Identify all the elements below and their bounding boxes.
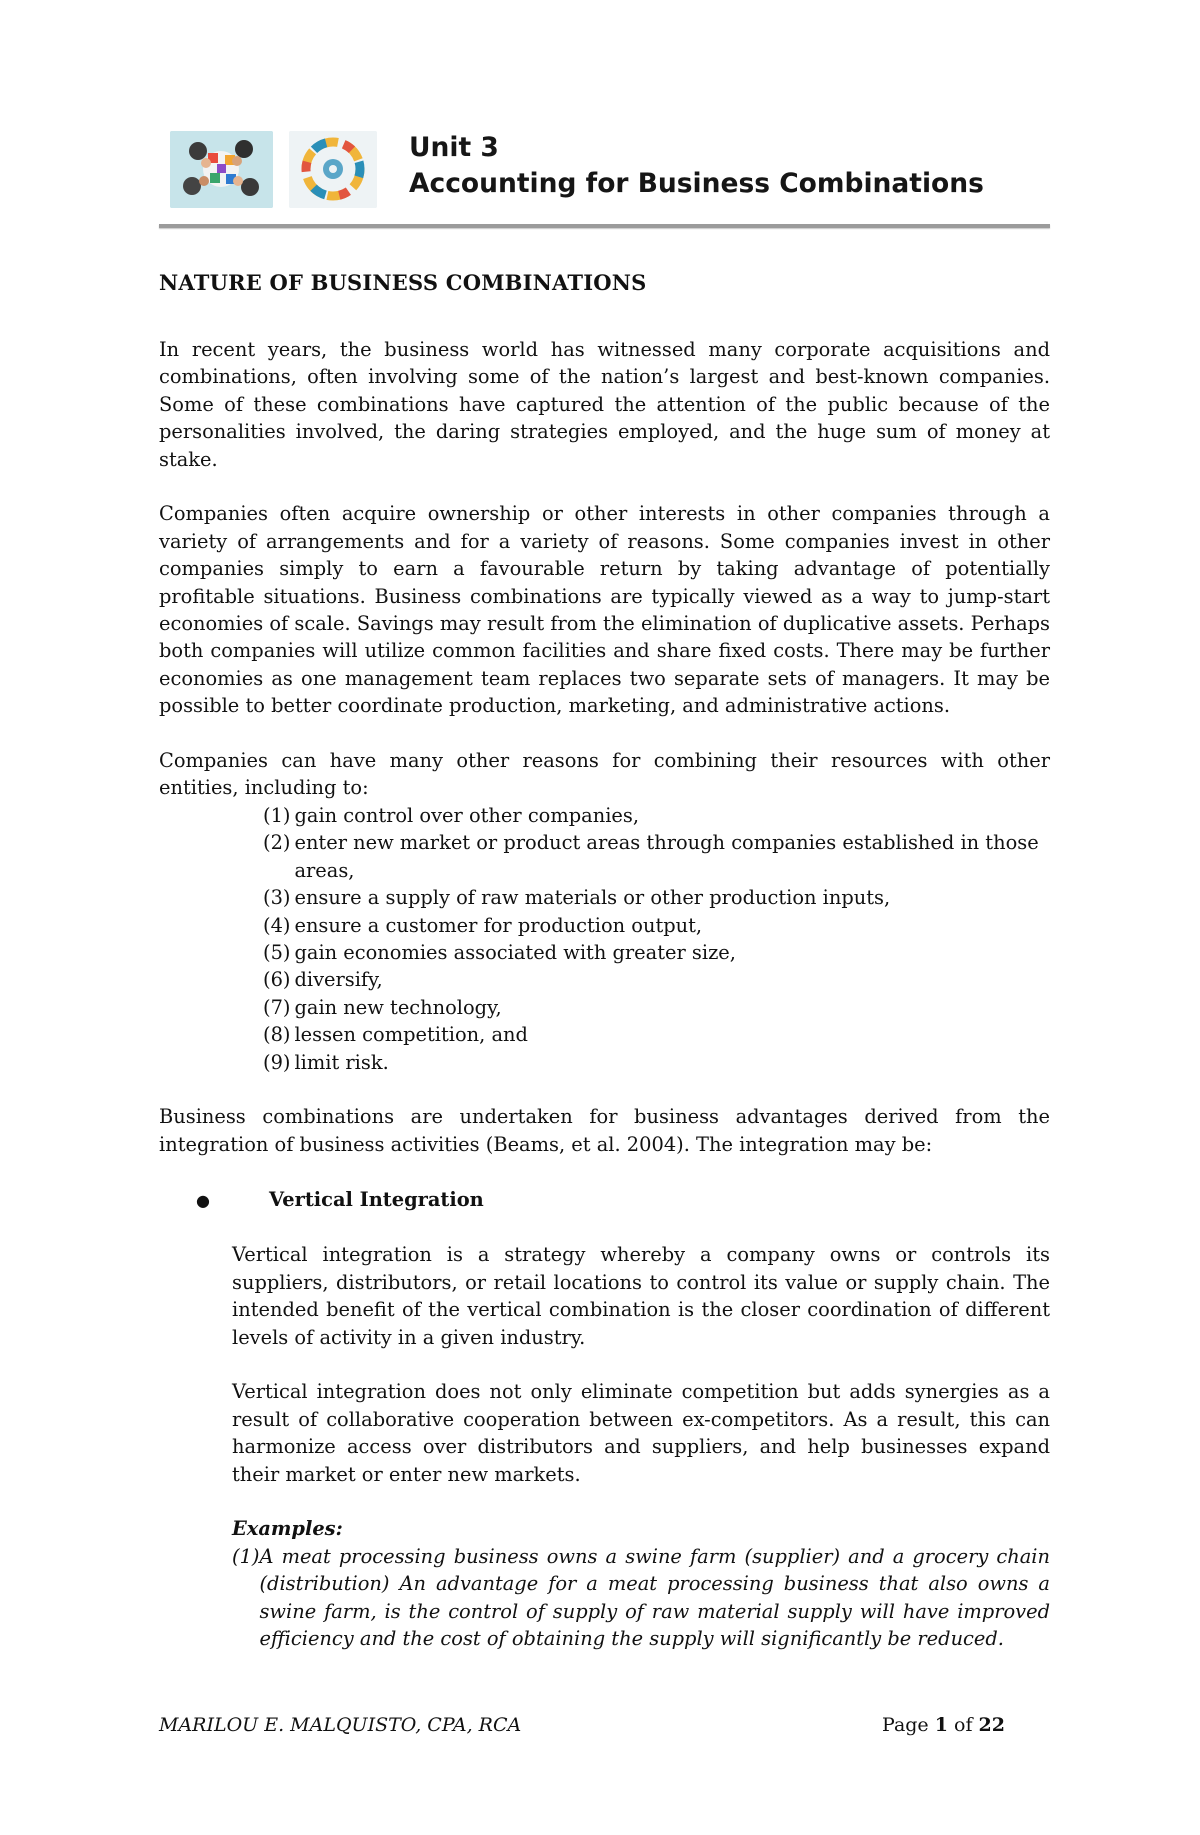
footer-author: MARILOU E. MALQUISTO, CPA, RCA (159, 1714, 522, 1736)
intro-paragraph: In recent years, the business world has witnessed many corporate acquisitions and combinations, often involving some of the nation’s largest and best-known companies. Some of these combinations have captured the attention of the public because of the personalities involved, the daring strategies employed, and the huge sum of money at stake. (159, 338, 1050, 471)
list-item-number: (8) (263, 1023, 291, 1047)
example-item (232, 1543, 1050, 1653)
page-word: Page (882, 1714, 929, 1736)
list-item-text: diversify, (294, 968, 383, 992)
page-current: 1 (934, 1714, 948, 1736)
list-item (263, 1021, 1050, 1048)
unit-number: Unit 3 (409, 132, 499, 163)
examples-label: Examples: (232, 1517, 343, 1541)
list-item (263, 966, 1050, 993)
list-item (263, 912, 1050, 939)
list-item-number: (6) (263, 968, 291, 992)
list-item-number: (2) (263, 831, 291, 855)
section-title: NATURE OF BUSINESS COMBINATIONS (159, 270, 647, 295)
list-item-text: gain new technology, (294, 995, 502, 1019)
page-title: Accounting for Business Combinations (409, 168, 984, 199)
vertical-integration-body (232, 1241, 1050, 1652)
vertical-definition-paragraph: Vertical integration is a strategy whereby a company owns or controls its suppliers, distributors, or retail locations to control its value or supply chain. The intended benefit of the vertical combination is the closer coordination of different levels of activity in a given industry. (232, 1243, 1050, 1349)
main-content (159, 268, 1050, 1652)
list-item-text: gain control over other companies, (294, 803, 639, 827)
example-number: (1) (232, 1544, 260, 1568)
list-item-number: (4) (263, 913, 291, 937)
list-item-number: (1) (263, 803, 291, 827)
list-item (263, 1049, 1050, 1076)
list-item (263, 939, 1050, 966)
bullet-icon: ● (196, 1190, 210, 1210)
vertical-integration-heading (159, 1186, 1050, 1214)
teamwork-hands-logo (170, 131, 273, 208)
vertical-integration-title: Vertical Integration (269, 1187, 484, 1211)
list-item-number: (7) (263, 995, 291, 1019)
page-number (882, 1714, 1005, 1736)
list-item (263, 884, 1050, 911)
list-item-text: ensure a supply of raw materials or other production inputs, (294, 886, 891, 910)
list-item-text: lessen competition, and (294, 1023, 528, 1047)
example-text: A meat processing business owns a swine farm (supplier) and a grocery chain (distribution) An advantage for a meat processing business that also owns a swine farm, is the control of supply of raw material supply will have improved efficiency and the cost of obtaining the supply will significantly be reduced. (259, 1544, 1050, 1650)
vertical-synergy-paragraph: Vertical integration does not only eliminate competition but adds synergies as a result of collaborative cooperation between ex-competitors. As a result, this can harmonize access over distributors and suppliers, and help businesses expand their market or enter new markets. (232, 1380, 1050, 1486)
list-item (263, 829, 1050, 884)
integration-paragraph: Business combinations are undertaken for business advantages derived from the integration of business activities (Beams, et al. 2004). The integration may be: (159, 1105, 1050, 1156)
reasons-list (159, 802, 1050, 1076)
list-item-text: enter new market or product areas through companies established in those areas, (294, 831, 1039, 882)
other-reasons-paragraph: Companies can have many other reasons for combining their resources with other entities, including to: (159, 749, 1050, 800)
list-item-number: (3) (263, 886, 291, 910)
list-item-text: gain economies associated with greater size, (294, 940, 736, 964)
header-divider (159, 224, 1050, 228)
list-item-number: (5) (263, 940, 291, 964)
list-item-number: (9) (263, 1050, 291, 1074)
page-of: of (954, 1714, 973, 1736)
people-circle-logo (289, 131, 377, 208)
list-item (263, 802, 1050, 829)
reasons-paragraph: Companies often acquire ownership or other interests in other companies through a variety of arrangements and for a variety of reasons. Some companies invest in other companies simply to earn a favourable return by taking advantage of potentially profitable situations. Business combinations are typically viewed as a way to jump-start economies of scale. Savings may result from the elimination of duplicative assets. Perhaps both companies will utilize common facilities and share fixed costs. There may be further economies as one management team replaces two separate sets of managers. It may be possible to better coordinate production, marketing, and administrative actions. (159, 502, 1050, 718)
list-item-text: limit risk. (294, 1050, 389, 1074)
unit-heading (409, 130, 984, 202)
list-item-text: ensure a customer for production output, (294, 913, 703, 937)
page-total: 22 (978, 1714, 1005, 1736)
list-item (263, 994, 1050, 1021)
